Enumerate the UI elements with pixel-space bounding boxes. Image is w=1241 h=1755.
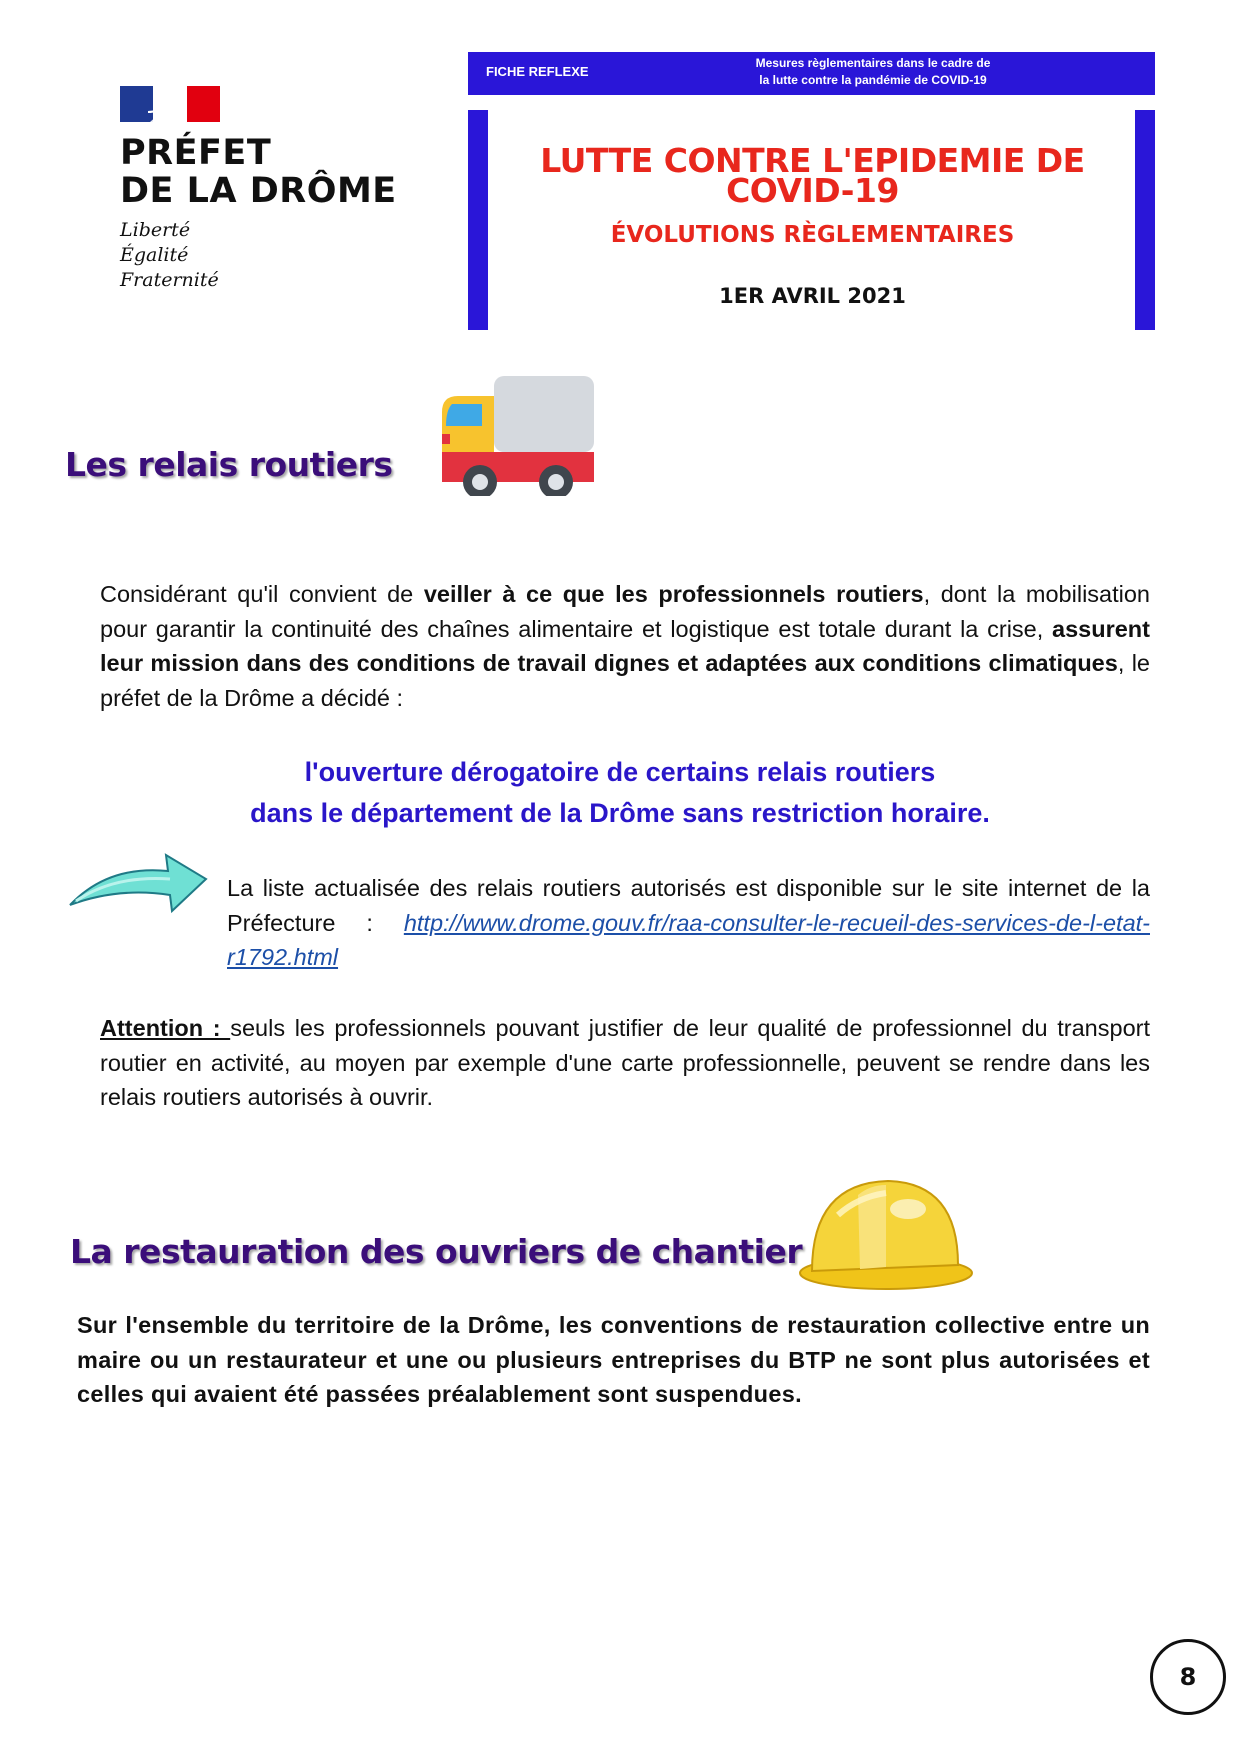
header-right-border — [1135, 110, 1155, 330]
mesures-line-1: Mesures règlementaires dans le cadre de — [755, 56, 991, 70]
intro-text-c: , le préfet de la Drôme a décidé : — [100, 650, 1150, 711]
page-subtitle: ÉVOLUTIONS RÈGLEMENTAIRES — [610, 222, 1015, 248]
mesures-line-2: la lutte contre la pandémie de COVID-19 — [759, 73, 987, 87]
truck-icon — [438, 376, 598, 496]
intro-bold-b: assurent leur mission dans des conditions de travail dignes et adaptées aux conditions climatiques — [100, 615, 1150, 676]
page-number: 8 — [1150, 1639, 1226, 1715]
decision-line-1: l'ouverture dérogatoire de certains relais routiers — [304, 757, 936, 787]
decision-highlight — [200, 752, 1040, 834]
attention-text: seuls les professionnels pouvant justifier de leur qualité de professionnel du transport routier en activité, au moyen par exemple d'une carte professionnelle, peuvent se rendre dans les relais routiers autorisés à ouvrir. — [100, 1015, 1150, 1110]
devise-egalite: Égalité — [120, 244, 189, 266]
header-left-border — [468, 110, 488, 330]
list-availability-paragraph — [227, 871, 1150, 975]
page-title-line-2: COVID-19 — [726, 171, 899, 210]
section-title-restauration: La restauration des ouvriers de chantier — [70, 1232, 803, 1271]
fiche-reflexe-label: FICHE REFLEXE — [486, 64, 589, 79]
prefecture-logo — [120, 86, 420, 293]
list-text: La liste actualisée des relais routiers autorisés est disponible sur le site internet de la Préfecture : — [227, 875, 1150, 936]
logo-line-2: DE LA DRÔME — [120, 171, 397, 211]
restauration-paragraph: Sur l'ensemble du territoire de la Drôme, les conventions de restauration collective entre un maire ou un restaurateur et une ou plusieurs entreprises du BTP ne sont plus autorisées et celles qui avaient été passées préalablement sont suspendues. — [77, 1312, 1150, 1407]
page-title — [500, 141, 1125, 210]
section-title-relais-routiers: Les relais routiers — [65, 445, 393, 484]
devise-fraternite: Fraternité — [120, 269, 219, 291]
intro-text-b: , dont la mobilisation pour garantir la continuité des chaînes alimentaire et logistique est totale durant la crise, — [100, 581, 1151, 642]
marianne-flag-icon — [120, 86, 220, 122]
header-bar — [468, 52, 1155, 95]
mesures-label — [688, 55, 1058, 89]
intro-text-a: Considérant qu'il convient de — [100, 581, 424, 607]
decision-line-2: dans le département de la Drôme sans restriction horaire. — [250, 798, 990, 828]
hard-hat-icon — [798, 1175, 974, 1293]
attention-label: Attention : — [100, 1015, 231, 1041]
page-title-line-1: LUTTE CONTRE L'EPIDEMIE DE — [540, 141, 1085, 180]
page-date: 1ER AVRIL 2021 — [719, 284, 906, 308]
intro-paragraph — [100, 577, 1150, 715]
attention-paragraph — [100, 1011, 1150, 1115]
devise-liberte: Liberté — [120, 219, 191, 241]
logo-line-1: PRÉFET — [120, 133, 272, 173]
arrow-right-icon — [68, 835, 210, 915]
prefecture-link[interactable]: http://www.drome.gouv.fr/raa-consulter-le-recueil-des-services-de-l-etat-r1792.html — [227, 909, 1150, 970]
intro-bold-a: veiller à ce que les professionnels routiers — [423, 581, 924, 607]
